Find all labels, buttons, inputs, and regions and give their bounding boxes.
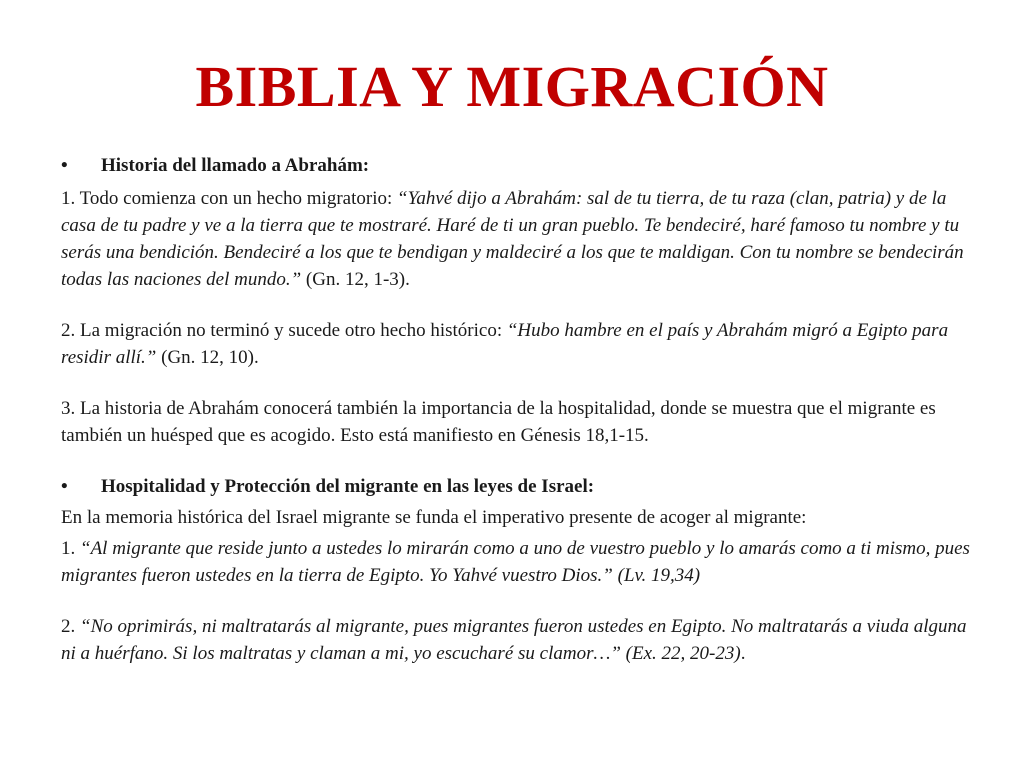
scripture-quote: “Yahvé dijo a Abrahám: sal de tu tierra, de tu raza (clan, patria) y de la casa de tu padre y ve a la tierra que te mostraré. Haré de ti un gran pueblo. Te bendeciré, haré famoso tu nombre y tu serás una bendición. Bendeciré a los que te bendigan y maldeciré a los que te maldigan. Con tu nombre se bendecirán todas las naciones del mundo.” [61,188,964,290]
scripture-quote: “Al migrante que reside junto a ustedes lo mirarán como a uno de vuestro pueblo y lo amarás como a ti mismo, pues migrantes fueron ustedes en la tierra de Egipto. Yo Yahvé vuestro Dios.” (Lv. 19,34) [61,538,970,586]
paragraph-2 [61,317,976,371]
law-quote-1 [61,535,976,589]
paragraph-intro: 2. La migración no terminó y sucede otro hecho histórico: [61,320,507,341]
closing-period: . [740,643,746,664]
bullet-heading-hospitalidad [61,473,976,500]
bullet-heading-abraham [61,152,976,179]
section-heading: Historia del llamado a Abrahám: [101,155,370,176]
item-number: 1. [61,538,80,559]
law-quote-2 [61,613,976,667]
bullet-marker: • [61,155,68,176]
scripture-quote: “Hubo hambre en el país y Abrahám migró a Egipto para residir allí.” [61,320,949,368]
scripture-reference: (Gn. 12, 1-3). [301,269,410,290]
paragraph-1 [61,185,976,293]
paragraph-3: 3. La historia de Abrahám conocerá también la importancia de la hospitalidad, donde se muestra que el migrante es también un huésped que es acogido. Esto está manifiesto en Génesis 18,1-15. [61,398,936,446]
slide-body [61,152,976,667]
scripture-quote: “No oprimirás, ni maltratarás al migrante, pues migrantes fueron ustedes en Egipto. No maltratarás a viuda alguna ni a huérfano. Si los maltratas y claman a mi, yo escucharé su clamor…” (Ex. 22, 20-23) [61,616,967,664]
scripture-reference: (Gn. 12, 10). [156,347,259,368]
paragraph-intro-laws: En la memoria histórica del Israel migrante se funda el imperativo presente de acoger al migrante: [61,507,807,528]
slide-title: BIBLIA Y MIGRACIÓN [195,54,829,119]
item-number: 2. [61,616,80,637]
paragraph-intro: 1. Todo comienza con un hecho migratorio: [61,188,398,209]
section-heading: Hospitalidad y Protección del migrante en las leyes de Israel: [101,476,595,497]
bullet-marker: • [61,476,68,497]
